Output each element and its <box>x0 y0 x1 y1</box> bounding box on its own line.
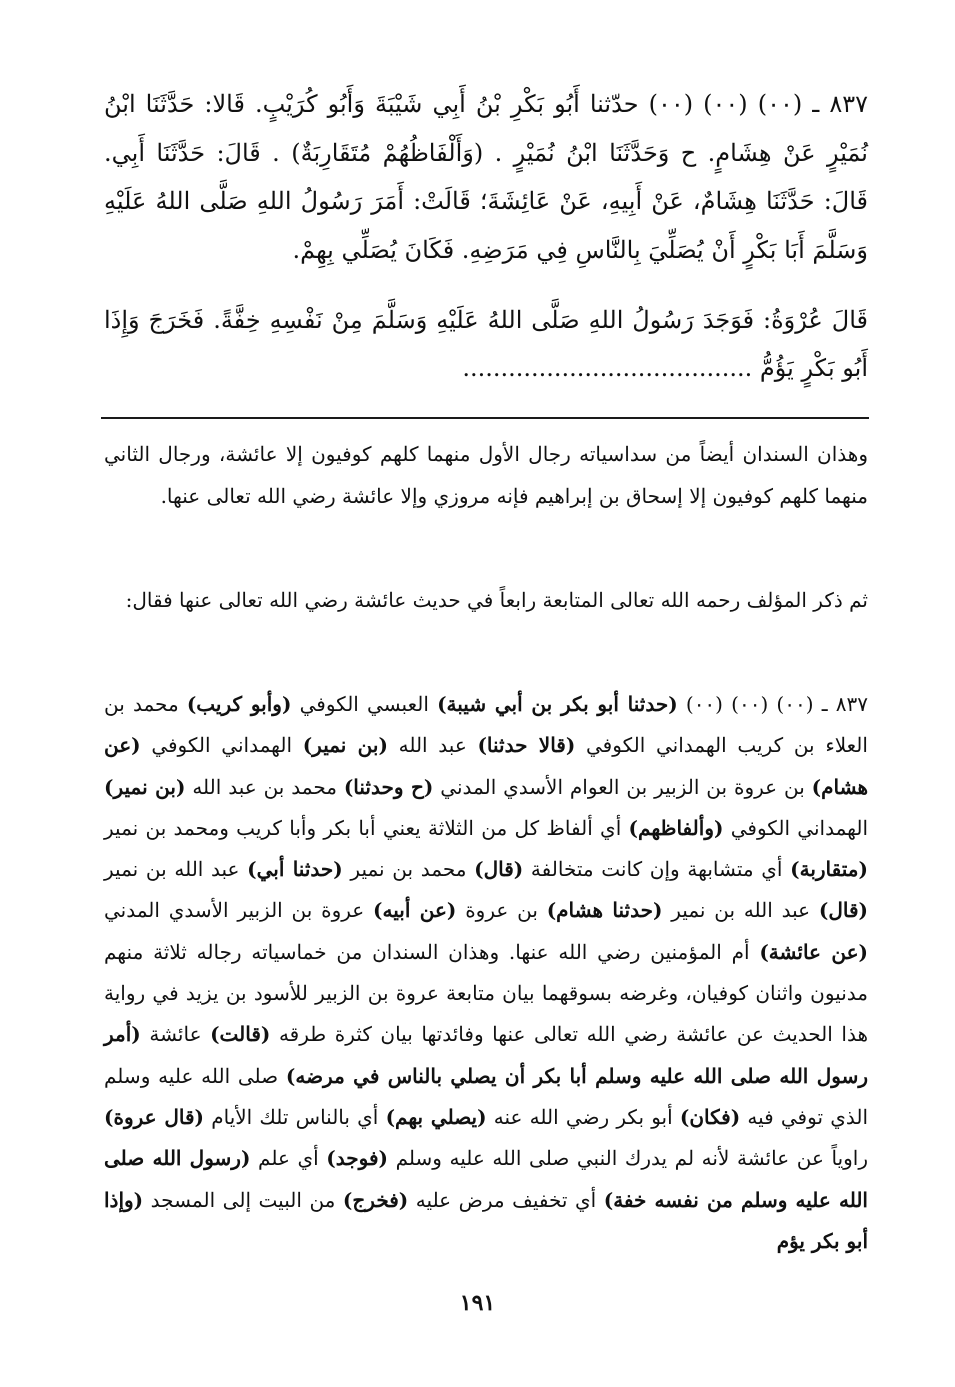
quoted-hadith-phrase: (عن عائشة) <box>759 939 868 964</box>
commentary-segment: الهمداني الكوفي <box>723 815 869 840</box>
commentary-segment: بن عروة <box>456 898 547 923</box>
ellipsis: ...................................... <box>462 354 753 382</box>
commentary-segment: أي بالناس تلك الأيام <box>204 1104 386 1129</box>
commentary-segment: محمد بن عبد الله <box>185 774 344 799</box>
quoted-hadith-phrase: (قال عروة) <box>104 1104 205 1129</box>
commentary-segment: الهمداني الكوفي <box>140 733 303 758</box>
commentary-segment: عبد الله بن نمير <box>104 857 248 882</box>
quoted-hadith-phrase: (فكان) <box>679 1104 741 1129</box>
page-number: ١٩١ <box>459 1290 496 1316</box>
quoted-hadith-phrase: (بن نمير) <box>104 774 186 799</box>
commentary-segment: أي متشابهة وإن كانت متخالفة <box>523 857 791 882</box>
commentary-segment: أي علم <box>250 1146 327 1171</box>
quoted-hadith-phrase: (وإذا أبو بكر يؤم <box>104 1187 868 1253</box>
quoted-hadith-phrase: (قالت) <box>210 1022 271 1047</box>
quoted-hadith-phrase: (يصلي بهم) <box>385 1104 487 1129</box>
commentary-segment: عبد الله بن نمير <box>662 898 819 923</box>
quoted-hadith-phrase: (ح وحدثنا) <box>343 774 434 799</box>
hadith-continuation <box>104 296 868 392</box>
commentary-text-2: ثم ذكر المؤلف رحمه الله تعالى المتابعة رابعاً في حديث عائشة رضي الله تعالى عنها فقال: <box>125 588 868 612</box>
commentary-segment: بن عروة بن الزبير بن العوام الأسدي المدني <box>433 774 812 799</box>
quoted-hadith-phrase: (قال) <box>818 898 869 923</box>
commentary-paragraph-2 <box>104 580 868 622</box>
quoted-hadith-phrase: (وألفاظهم) <box>628 815 724 840</box>
hadith-continuation-text: قَالَ عُرْوَةُ: فَوَجَدَ رَسُولُ اللهِ صَلَّى اللهُ عَلَيْهِ وَسَلَّمَ مِنْ نَفْسِهِ خِفَّةً. فَخَرَجَ وَإِذَا أَبُو بَكْرٍ يَؤُمُّ <box>104 306 868 382</box>
commentary-segment: محمد بن نمير <box>342 857 475 882</box>
commentary-segment: أبو بكر رضي الله عنه <box>486 1104 680 1129</box>
commentary-segment: عائشة <box>140 1022 211 1047</box>
quoted-hadith-phrase: (بن نمير) <box>302 733 388 758</box>
hadith-main-text: ٨٣٧ ـ (٠٠) (٠٠) (٠٠) حدّثنا أَبُو بَكْرِ بْنُ أَبِي شَيْبَةَ وَأَبُو كُرَيْبٍ. قَالا: حَدَّثَنَا ابْنُ نُمَيْرٍ عَنْ هِشَامٍ. ح وَحَدَّثَنَا ابْنُ نُمَيْرٍ . (وَأَلْفَاظُهُمْ مُتَقَارِبَةٌ) . قَالَ: حَدَّثَنَا أَبِي. قَالَ: حَدَّثَنَا هِشَامٌ، عَنْ أَبِيهِ، عَنْ عَائِشَةَ؛ قَالَتْ: أَمَرَ رَسُولُ اللهِ صَلَّى اللهُ عَلَيْهِ وَسَلَّمَ أَبَا بَكْرٍ أَنْ يُصَلِّيَ بِالنَّاسِ فِي مَرَضِهِ. فَكَانَ يُصَلِّي بِهِمْ. <box>104 90 869 264</box>
commentary-segment: أم المؤمنين رضي الله عنها. وهذان السندان من خماسياته رجاله ثلاثة منهم مدنيون واثنان كوفيان، وغرضه بسوقهما بيان متابعة عروة بن الزبير للأسود بن يزيد في رواية هذا الحديث عن عائشة رضي الله تعالى عنها وفائدتها بيان كثرة طرقه <box>104 939 868 1047</box>
commentary-paragraph-3 <box>104 684 868 1262</box>
commentary-paragraph-1 <box>104 434 868 517</box>
quoted-hadith-phrase: (قال) <box>474 857 524 882</box>
quoted-hadith-phrase: (قالا حدثنا) <box>477 733 576 758</box>
hadith-text <box>104 80 868 274</box>
quoted-hadith-phrase: (متقاربة) <box>790 857 868 882</box>
commentary-segment: عبد الله <box>387 733 478 758</box>
commentary-segment: ٨٣٧ ـ (٠٠) (٠٠) (٠٠) <box>677 692 868 716</box>
commentary-segment: أي تخفيف مرض عليه <box>408 1187 604 1212</box>
quoted-hadith-phrase: (حدثنا أبو بكر بن أبي شيبة) <box>437 692 678 716</box>
quoted-hadith-phrase: (حدثنا هشام) <box>546 898 663 923</box>
commentary-segment: صلى الله عليه وسلم الذي توفي فيه <box>104 1063 869 1129</box>
quoted-hadith-phrase: (فخرج) <box>342 1187 409 1212</box>
quoted-hadith-phrase: (عن أبيه) <box>373 898 457 923</box>
quoted-hadith-phrase: (عن هشام) <box>104 733 868 799</box>
quoted-hadith-phrase: (وأبو كريب) <box>186 692 292 716</box>
commentary-text-1: وهذان السندان أيضاً من سداسياته رجال الأول منهما كلهم كوفيون إلا عائشة، ورجال الثاني منهما كلهم كوفيون إلا إسحاق بن إبراهيم فإنه مروزي وإلا عائشة رضي الله تعالى عنها. <box>104 442 868 508</box>
commentary-segment: محمد بن العلاء بن كريب الهمداني الكوفي <box>104 692 868 758</box>
commentary-segment: من البيت إلى المسجد <box>143 1187 343 1212</box>
quoted-hadith-phrase: (حدثنا أبي) <box>247 857 343 882</box>
footnote-divider <box>101 417 869 419</box>
commentary-segment: عروة بن الزبير الأسدي المدني <box>104 898 374 923</box>
commentary-segment: العبسي الكوفي <box>291 692 438 716</box>
quoted-hadith-phrase: (أمر رسول الله صلى الله عليه وسلم أبا بكر أن يصلي بالناس في مرضه) <box>104 1022 868 1088</box>
commentary-segment: راوياً عن عائشة لأنه لم يدرك النبي صلى الله عليه وسلم <box>387 1146 869 1171</box>
commentary-segment: أي ألفاظ كل من الثلاثة يعني أبا بكر وأبا كريب ومحمد بن نمير <box>104 815 629 840</box>
quoted-hadith-phrase: (رسول الله صلى الله عليه وسلم من نفسه خفة) <box>104 1146 868 1212</box>
quoted-hadith-phrase: (فوجد) <box>326 1146 388 1171</box>
